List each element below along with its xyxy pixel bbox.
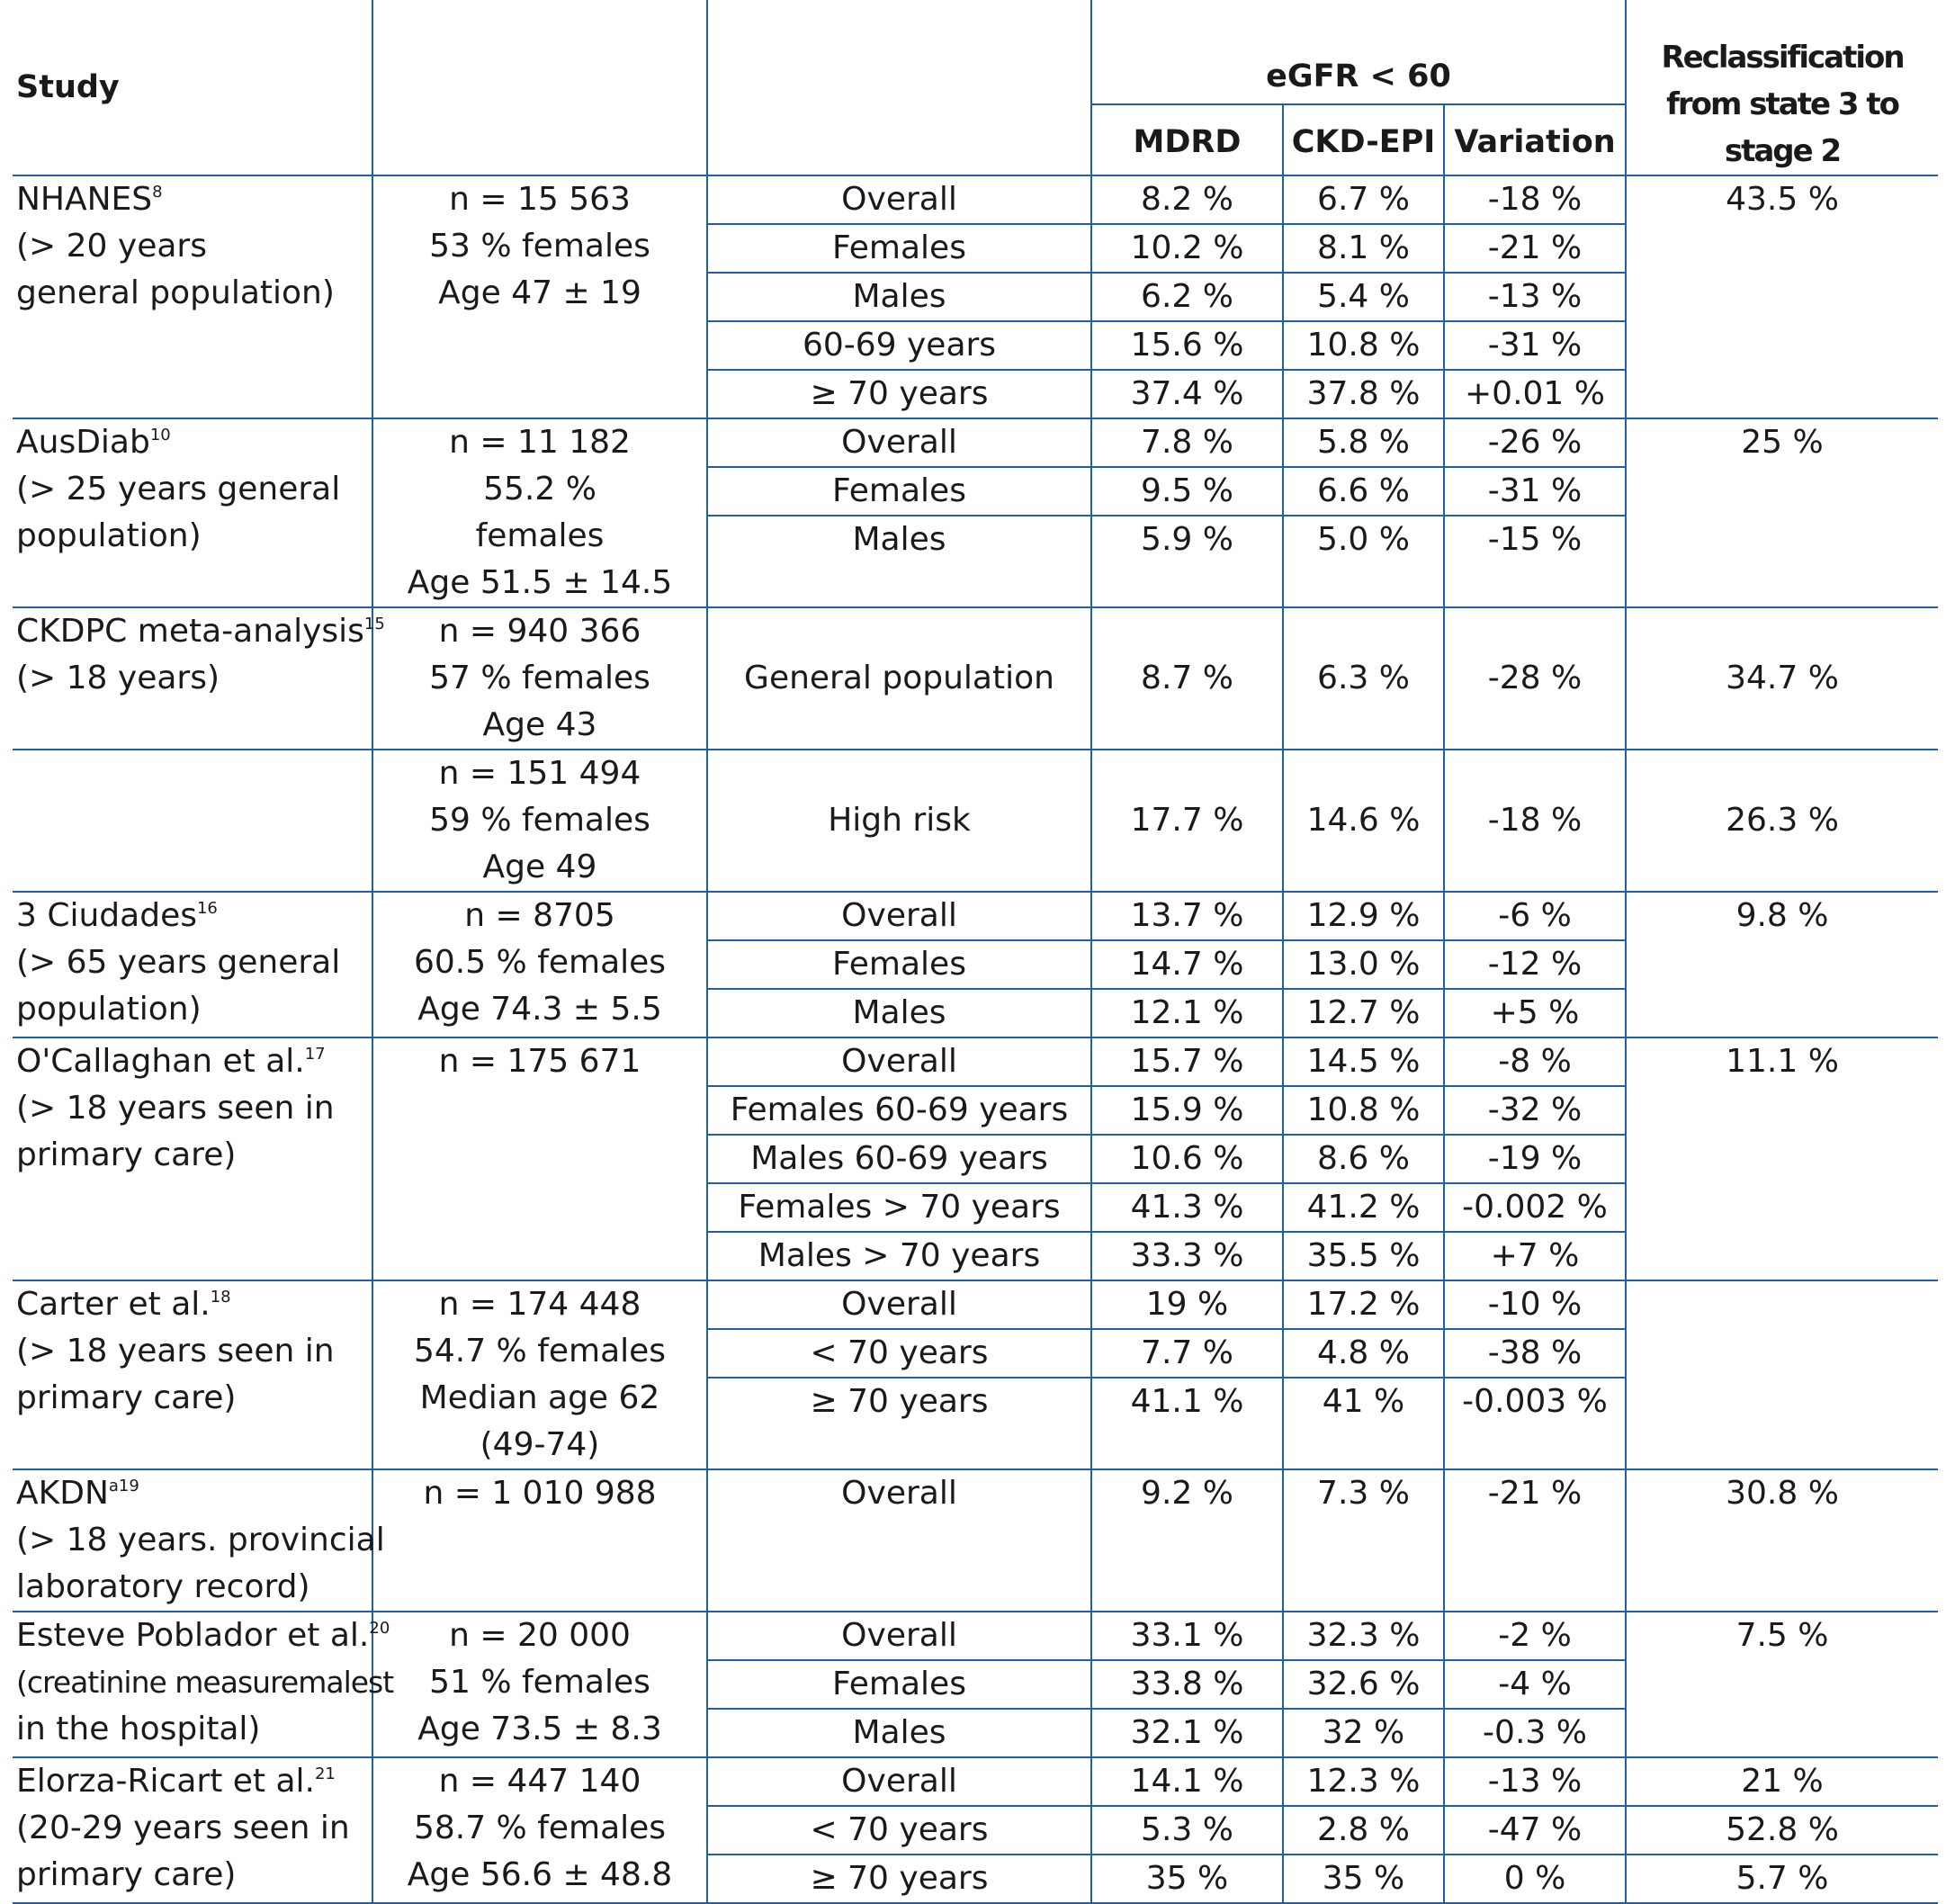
sample-line: (49-74) bbox=[480, 1426, 600, 1463]
sample-cell bbox=[372, 1469, 707, 1612]
sample-cell bbox=[372, 175, 707, 418]
variation-cell: -4 % bbox=[1444, 1660, 1626, 1709]
sample-line: Age 74.3 ± 5.5 bbox=[417, 991, 662, 1028]
subgroup-cell: Males 60-69 years bbox=[707, 1135, 1091, 1183]
table-row bbox=[13, 175, 1938, 224]
subgroup-cell: Overall bbox=[707, 1469, 1091, 1612]
table-row bbox=[13, 1612, 1938, 1660]
sample-line: n = 940 366 bbox=[438, 613, 641, 650]
ckdepi-cell: 12.7 % bbox=[1283, 989, 1444, 1037]
ckdepi-cell: 35 % bbox=[1283, 1855, 1444, 1903]
variation-cell: -6 % bbox=[1444, 892, 1626, 940]
variation-cell: -31 % bbox=[1444, 467, 1626, 516]
study-name-text: 3 Ciudades bbox=[16, 897, 197, 934]
study-description: (> 18 years seen in bbox=[16, 1333, 335, 1370]
variation-cell: -47 % bbox=[1444, 1806, 1626, 1855]
study-name-text: O'Callaghan et al. bbox=[16, 1043, 305, 1080]
study-cell bbox=[13, 1037, 372, 1280]
study-name bbox=[16, 1470, 368, 1517]
subgroup-cell: Females bbox=[707, 467, 1091, 516]
subgroup-cell: Females bbox=[707, 1660, 1091, 1709]
subgroup-cell: Males bbox=[707, 273, 1091, 321]
subgroup-cell: Males bbox=[707, 516, 1091, 607]
study-ref: 16 bbox=[196, 899, 218, 918]
study-name bbox=[16, 1758, 368, 1805]
study-description: (> 20 years bbox=[16, 228, 207, 265]
variation-cell: -0.3 % bbox=[1444, 1709, 1626, 1757]
ckdepi-cell: 5.8 % bbox=[1283, 418, 1444, 467]
sample-line: Age 43 bbox=[482, 706, 597, 743]
reclassification-cell: 34.7 % bbox=[1626, 607, 1938, 750]
sample-cell bbox=[372, 607, 707, 750]
subgroup-cell: Overall bbox=[707, 1612, 1091, 1660]
ckdepi-cell: 35.5 % bbox=[1283, 1232, 1444, 1280]
sample-line: n = 8705 bbox=[464, 897, 615, 934]
study-description: general population) bbox=[16, 274, 335, 311]
variation-cell: +7 % bbox=[1444, 1232, 1626, 1280]
sample-line: n = 447 140 bbox=[438, 1763, 641, 1800]
table-row bbox=[13, 418, 1938, 467]
sample-line: n = 174 448 bbox=[438, 1286, 641, 1323]
study-name-text: Esteve Poblador et al. bbox=[16, 1617, 370, 1654]
mdrd-cell: 33.3 % bbox=[1091, 1232, 1283, 1280]
sample-line: 53 % females bbox=[429, 228, 650, 265]
study-ref: 15 bbox=[363, 615, 385, 633]
variation-cell: -8 % bbox=[1444, 1037, 1626, 1086]
study-description: (> 65 years general bbox=[16, 944, 341, 981]
reclassification-cell bbox=[1626, 1280, 1938, 1469]
variation-cell: -19 % bbox=[1444, 1135, 1626, 1183]
study-ref: 21 bbox=[314, 1765, 336, 1783]
study-description: (> 18 years. provincial bbox=[16, 1522, 385, 1558]
subgroup-cell: Females bbox=[707, 940, 1091, 989]
mdrd-cell: 5.9 % bbox=[1091, 516, 1283, 607]
sample-line: Age 47 ± 19 bbox=[438, 274, 641, 311]
ckdepi-cell: 8.1 % bbox=[1283, 224, 1444, 273]
sample-line: 59 % females bbox=[429, 802, 650, 839]
study-name bbox=[16, 419, 368, 466]
ckdepi-cell: 5.0 % bbox=[1283, 516, 1444, 607]
study-description: in the hospital) bbox=[16, 1711, 261, 1747]
study-cell bbox=[13, 175, 372, 418]
variation-cell: -28 % bbox=[1444, 607, 1626, 750]
subgroup-cell: Females bbox=[707, 224, 1091, 273]
mdrd-cell: 8.7 % bbox=[1091, 607, 1283, 750]
header-study: Study bbox=[13, 0, 372, 175]
study-cell bbox=[13, 750, 372, 892]
sample-line: 60.5 % females bbox=[413, 944, 667, 981]
table-row bbox=[13, 1757, 1938, 1806]
sample-line: 57 % females bbox=[429, 660, 650, 696]
ckdepi-cell: 12.9 % bbox=[1283, 892, 1444, 940]
mdrd-cell: 17.7 % bbox=[1091, 750, 1283, 892]
study-description: primary care) bbox=[16, 1379, 237, 1416]
mdrd-cell: 33.1 % bbox=[1091, 1612, 1283, 1660]
header-ckdepi: CKD-EPI bbox=[1283, 104, 1444, 175]
reclassification-cell: 25 % bbox=[1626, 418, 1938, 607]
mdrd-cell: 15.6 % bbox=[1091, 321, 1283, 370]
mdrd-cell: 10.2 % bbox=[1091, 224, 1283, 273]
sample-line: Median age 62 bbox=[419, 1379, 660, 1416]
study-description: laboratory record) bbox=[16, 1568, 310, 1605]
variation-cell: -0.002 % bbox=[1444, 1183, 1626, 1232]
ckdepi-cell: 41.2 % bbox=[1283, 1183, 1444, 1232]
study-name-text: CKDPC meta-analysis bbox=[16, 613, 364, 650]
study-name-text: Carter et al. bbox=[16, 1286, 211, 1323]
subgroup-cell: 60-69 years bbox=[707, 321, 1091, 370]
ckdepi-cell: 6.6 % bbox=[1283, 467, 1444, 516]
sample-line: Age 49 bbox=[482, 849, 597, 885]
study-name bbox=[16, 1038, 368, 1085]
variation-cell: +0.01 % bbox=[1444, 370, 1626, 418]
study-ref: 10 bbox=[149, 426, 171, 445]
ckdepi-cell: 4.8 % bbox=[1283, 1329, 1444, 1378]
ckdepi-cell: 6.3 % bbox=[1283, 607, 1444, 750]
study-name-text: Elorza-Ricart et al. bbox=[16, 1763, 315, 1800]
ckdepi-cell: 14.5 % bbox=[1283, 1037, 1444, 1086]
sample-cell bbox=[372, 1612, 707, 1757]
mdrd-cell: 35 % bbox=[1091, 1855, 1283, 1903]
sample-cell bbox=[372, 892, 707, 1037]
study-name-text: AusDiab bbox=[16, 424, 150, 461]
header-sample bbox=[372, 0, 707, 175]
sample-cell bbox=[372, 750, 707, 892]
variation-cell: -10 % bbox=[1444, 1280, 1626, 1329]
subgroup-cell: Overall bbox=[707, 418, 1091, 467]
mdrd-cell: 5.3 % bbox=[1091, 1806, 1283, 1855]
subgroup-cell: Females > 70 years bbox=[707, 1183, 1091, 1232]
study-name bbox=[16, 1281, 368, 1328]
variation-cell: -0.003 % bbox=[1444, 1378, 1626, 1469]
variation-cell: -13 % bbox=[1444, 273, 1626, 321]
variation-cell: -18 % bbox=[1444, 175, 1626, 224]
sample-line: n = 151 494 bbox=[438, 755, 641, 792]
variation-cell: -18 % bbox=[1444, 750, 1626, 892]
sample-line: 58.7 % females bbox=[413, 1810, 667, 1846]
ckdepi-cell: 14.6 % bbox=[1283, 750, 1444, 892]
study-ref: 17 bbox=[304, 1045, 326, 1064]
variation-cell: -21 % bbox=[1444, 224, 1626, 273]
variation-cell: -38 % bbox=[1444, 1329, 1626, 1378]
sample-line: n = 1 010 988 bbox=[423, 1475, 657, 1512]
ckdepi-cell: 12.3 % bbox=[1283, 1757, 1444, 1806]
study-description: primary care) bbox=[16, 1856, 237, 1893]
mdrd-cell: 41.1 % bbox=[1091, 1378, 1283, 1469]
subgroup-cell: Females 60-69 years bbox=[707, 1086, 1091, 1135]
mdrd-cell: 12.1 % bbox=[1091, 989, 1283, 1037]
study-ref: 20 bbox=[369, 1619, 390, 1638]
ckdepi-cell: 7.3 % bbox=[1283, 1469, 1444, 1612]
sample-cell bbox=[372, 1280, 707, 1469]
subgroup-cell: Overall bbox=[707, 1280, 1091, 1329]
reclassification-cell: 52.8 % bbox=[1626, 1806, 1938, 1855]
study-ref: 8 bbox=[152, 183, 163, 202]
mdrd-cell: 13.7 % bbox=[1091, 892, 1283, 940]
sample-cell bbox=[372, 1037, 707, 1280]
subgroup-cell: Males > 70 years bbox=[707, 1232, 1091, 1280]
sample-cell bbox=[372, 418, 707, 607]
table-row bbox=[13, 607, 1938, 750]
sample-line: Age 51.5 ± 14.5 bbox=[407, 564, 673, 601]
mdrd-cell: 7.8 % bbox=[1091, 418, 1283, 467]
sample-line: n = 11 182 bbox=[449, 424, 631, 461]
reclassification-cell: 9.8 % bbox=[1626, 892, 1938, 1037]
mdrd-cell: 6.2 % bbox=[1091, 273, 1283, 321]
ckdepi-cell: 32.6 % bbox=[1283, 1660, 1444, 1709]
mdrd-cell: 33.8 % bbox=[1091, 1660, 1283, 1709]
variation-cell: -21 % bbox=[1444, 1469, 1626, 1612]
sample-line: Age 73.5 ± 8.3 bbox=[417, 1711, 662, 1747]
header-mdrd: MDRD bbox=[1091, 104, 1283, 175]
study-name-text: NHANES bbox=[16, 181, 153, 218]
study-cell bbox=[13, 892, 372, 1037]
header-subgroup bbox=[707, 0, 1091, 175]
ckdepi-cell: 41 % bbox=[1283, 1378, 1444, 1469]
variation-cell: +5 % bbox=[1444, 989, 1626, 1037]
mdrd-cell: 14.1 % bbox=[1091, 1757, 1283, 1806]
study-name bbox=[16, 893, 368, 939]
sample-line: 55.2 % bbox=[483, 471, 596, 507]
sample-line: n = 20 000 bbox=[449, 1617, 631, 1654]
subgroup-cell: Overall bbox=[707, 1037, 1091, 1086]
study-cell bbox=[13, 1612, 394, 1757]
variation-cell: -13 % bbox=[1444, 1757, 1626, 1806]
variation-cell: -12 % bbox=[1444, 940, 1626, 989]
table-row bbox=[13, 750, 1938, 892]
mdrd-cell: 32.1 % bbox=[1091, 1709, 1283, 1757]
ckdepi-cell: 37.8 % bbox=[1283, 370, 1444, 418]
mdrd-cell: 9.5 % bbox=[1091, 467, 1283, 516]
reclassification-cell: 30.8 % bbox=[1626, 1469, 1938, 1612]
sample-line: n = 15 563 bbox=[449, 181, 631, 218]
study-description: (creatinine measuremalest bbox=[16, 1665, 394, 1700]
mdrd-cell: 37.4 % bbox=[1091, 370, 1283, 418]
study-description: (> 18 years) bbox=[16, 660, 220, 696]
study-name bbox=[16, 608, 385, 655]
header-reclassification bbox=[1626, 0, 1938, 175]
study-name-text: AKDN bbox=[16, 1475, 109, 1512]
sample-line: n = 175 671 bbox=[438, 1043, 641, 1080]
study-cell bbox=[13, 607, 385, 750]
study-cell bbox=[13, 418, 372, 607]
sample-line: 54.7 % females bbox=[413, 1333, 667, 1370]
mdrd-cell: 7.7 % bbox=[1091, 1329, 1283, 1378]
ckdepi-cell: 32 % bbox=[1283, 1709, 1444, 1757]
variation-cell: -26 % bbox=[1444, 418, 1626, 467]
study-cell bbox=[13, 1280, 372, 1469]
study-ref: 18 bbox=[210, 1288, 231, 1307]
variation-cell: -31 % bbox=[1444, 321, 1626, 370]
subgroup-cell: ≥ 70 years bbox=[707, 1378, 1091, 1469]
reclassification-cell: 5.7 % bbox=[1626, 1855, 1938, 1903]
reclassification-cell: 11.1 % bbox=[1626, 1037, 1938, 1280]
mdrd-cell: 41.3 % bbox=[1091, 1183, 1283, 1232]
sample-cell bbox=[372, 1757, 707, 1903]
subgroup-cell: Males bbox=[707, 1709, 1091, 1757]
subgroup-cell: Overall bbox=[707, 1757, 1091, 1806]
study-table-container bbox=[13, 0, 1938, 1897]
ckdepi-cell: 10.8 % bbox=[1283, 321, 1444, 370]
subgroup-cell: Overall bbox=[707, 175, 1091, 224]
study-cell bbox=[13, 1469, 385, 1612]
subgroup-cell: Overall bbox=[707, 892, 1091, 940]
reclassification-cell: 26.3 % bbox=[1626, 750, 1938, 892]
ckdepi-cell: 32.3 % bbox=[1283, 1612, 1444, 1660]
mdrd-cell: 8.2 % bbox=[1091, 175, 1283, 224]
study-name bbox=[16, 176, 368, 223]
table-row bbox=[13, 1037, 1938, 1086]
study-description: population) bbox=[16, 991, 202, 1028]
mdrd-cell: 10.6 % bbox=[1091, 1135, 1283, 1183]
sample-line: Age 56.6 ± 48.8 bbox=[407, 1856, 673, 1893]
ckdepi-cell: 10.8 % bbox=[1283, 1086, 1444, 1135]
subgroup-cell: General population bbox=[707, 607, 1091, 750]
study-cell bbox=[13, 1757, 372, 1903]
table-row bbox=[13, 892, 1938, 940]
subgroup-cell: < 70 years bbox=[707, 1329, 1091, 1378]
mdrd-cell: 9.2 % bbox=[1091, 1469, 1283, 1612]
study-description: (20-29 years seen in bbox=[16, 1810, 350, 1846]
subgroup-cell: Males bbox=[707, 989, 1091, 1037]
variation-cell: -2 % bbox=[1444, 1612, 1626, 1660]
table-row bbox=[13, 1280, 1938, 1329]
sample-line: 51 % females bbox=[429, 1664, 650, 1701]
ckdepi-cell: 6.7 % bbox=[1283, 175, 1444, 224]
reclassification-cell: 43.5 % bbox=[1626, 175, 1938, 418]
subgroup-cell: ≥ 70 years bbox=[707, 1855, 1091, 1903]
subgroup-cell: ≥ 70 years bbox=[707, 370, 1091, 418]
study-description: primary care) bbox=[16, 1136, 237, 1173]
reclassification-cell: 7.5 % bbox=[1626, 1612, 1938, 1757]
mdrd-cell: 19 % bbox=[1091, 1280, 1283, 1329]
reclassification-cell: 21 % bbox=[1626, 1757, 1938, 1806]
ckdepi-cell: 13.0 % bbox=[1283, 940, 1444, 989]
ckdepi-cell: 5.4 % bbox=[1283, 273, 1444, 321]
ckdepi-cell: 2.8 % bbox=[1283, 1806, 1444, 1855]
mdrd-cell: 15.9 % bbox=[1091, 1086, 1283, 1135]
study-description: population) bbox=[16, 517, 202, 554]
header-reclassification-text: Reclassification from state 3 to stage 2 bbox=[1661, 40, 1904, 169]
variation-cell: -32 % bbox=[1444, 1086, 1626, 1135]
study-name bbox=[16, 1612, 390, 1659]
egfr-comparison-table bbox=[13, 0, 1938, 1904]
mdrd-cell: 15.7 % bbox=[1091, 1037, 1283, 1086]
variation-cell: 0 % bbox=[1444, 1855, 1626, 1903]
header-egfr: eGFR < 60 bbox=[1091, 0, 1626, 104]
variation-cell: -15 % bbox=[1444, 516, 1626, 607]
sample-line: females bbox=[475, 517, 605, 554]
subgroup-cell: < 70 years bbox=[707, 1806, 1091, 1855]
mdrd-cell: 14.7 % bbox=[1091, 940, 1283, 989]
ckdepi-cell: 8.6 % bbox=[1283, 1135, 1444, 1183]
study-description: (> 18 years seen in bbox=[16, 1090, 335, 1127]
table-body bbox=[13, 175, 1938, 1903]
subgroup-cell: High risk bbox=[707, 750, 1091, 892]
study-description: (> 25 years general bbox=[16, 471, 341, 507]
header-variation: Variation bbox=[1444, 104, 1626, 175]
study-ref: a19 bbox=[108, 1477, 139, 1495]
ckdepi-cell: 17.2 % bbox=[1283, 1280, 1444, 1329]
